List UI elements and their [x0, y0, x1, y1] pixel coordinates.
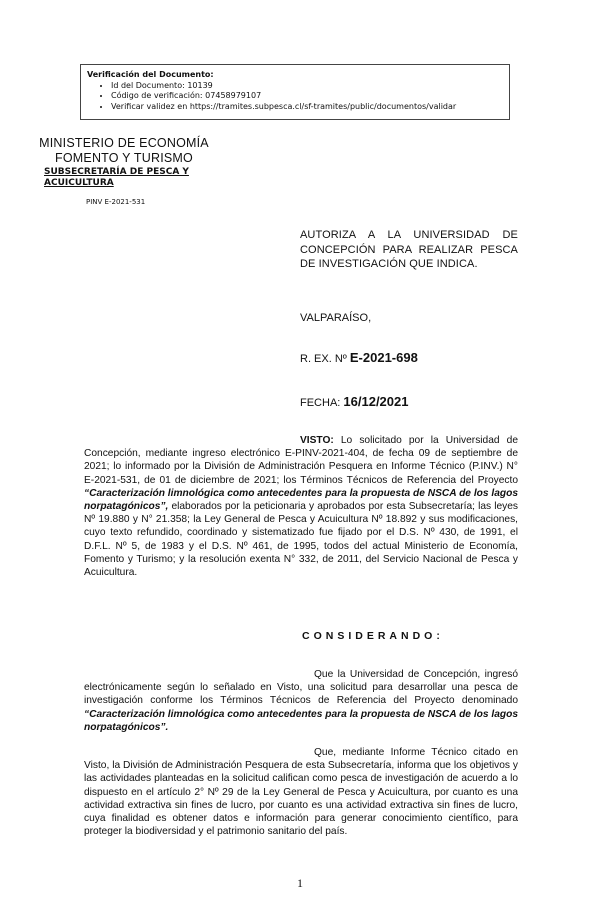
visto-text-a: Lo solicitado por la Universidad de Concepción, mediante ingreso electrónico E-PINV-2021-404, de fecha 09 de septiembre de 2021; lo informado por la División de Administración Pesquera en Informe Técnico (P.INV.) N° E-2021-531, de 01 de diciembre de 2021; los Términos Técnicos de Referencia del Proyecto	[84, 435, 518, 486]
rex-label: R. EX. Nº	[300, 353, 347, 365]
verification-box	[80, 64, 510, 120]
ministry-line1: MINISTERIO DE ECONOMÍA	[39, 136, 209, 150]
rex-number: E-2021-698	[349, 350, 418, 365]
subsecretaria-line1: SUBSECRETARÍA DE PESCA Y	[44, 167, 189, 177]
visto-paragraph	[84, 434, 518, 579]
considerando-paragraph-1	[84, 668, 518, 734]
pinv-reference: PINV E-2021-531	[86, 198, 146, 206]
verification-id: • Id del Documento: 10139	[111, 81, 503, 92]
considerando-heading: CONSIDERANDO:	[302, 630, 444, 642]
verification-link[interactable]: • Verificar validez en https://tramites.subpesca.cl/sf-tramites/public/documentos/validar	[111, 102, 503, 113]
fecha-label: FECHA:	[300, 397, 341, 409]
resolution-date	[300, 394, 408, 409]
visto-text-b: elaborados por la peticionaria y aprobados por esta Subsecretaría; las leyes Nº 19.880 y N° 21.358; la Ley General de Pesca y Acuicultura Nº 18.892 y sus modificaciones, cuyo texto refundido, coordinado y sistematizado fue fijado por el D.S. Nº 430, de 1991, el D.F.L. Nº 5, de 1983 y el D.S. Nº 461, de 1995, todos del actual Ministerio de Economía, Fomento y Turismo; y la resolución exenta N° 332, de 2011, del Servicio Nacional de Pesca y Acuicultura.	[84, 501, 518, 579]
resolution-number	[300, 350, 418, 365]
p1-project-title: “Caracterización limnológica como antecedentes para la propuesta de NSCA de los lagos norpatagónicos”.	[84, 708, 518, 733]
verification-list	[87, 81, 503, 113]
considerando-paragraph-2: Que, mediante Informe Técnico citado en Visto, la División de Administración Pesquera de esta Subsecretaría, informa que los objetivos y las actividades planteadas en la solicitud califican como pesca de investigación de acuerdo a lo dispuesto en el artículo 2° Nº 29 de la Ley General de Pesca y Acuicultura, por cuanto es una actividad extractiva sin fines de lucro, por cuanto es una actividad extractiva sin fines de lucro, cuya finalidad es obtener datos e información para generar conocimiento científico, para proteger la biodiversidad y el patrimonio sanitario del país.	[84, 747, 518, 838]
ministry-line2: FOMENTO Y TURISMO	[55, 151, 193, 165]
verification-title: Verificación del Documento:	[87, 70, 214, 79]
fecha-value: 16/12/2021	[343, 394, 409, 409]
subsecretaria-name	[44, 167, 214, 189]
subsecretaria-line2: ACUICULTURA	[44, 178, 114, 188]
visto-project-title: “Caracterización limnológica como antecedentes para la propuesta de NSCA de los lagos norpatagónicos”,	[84, 487, 518, 513]
resolution-title: AUTORIZA A LA UNIVERSIDAD DE CONCEPCIÓN PARA REALIZAR PESCA DE INVESTIGACIÓN QUE INDICA.	[300, 229, 518, 270]
p1-text: Que la Universidad de Concepción, ingresó electrónicamente según lo señalado en Visto, una solicitud para desarrollar una pesca de investigación conforme los Términos Técnicos de Referencia del Proyecto denominado	[84, 669, 518, 707]
page-number: 1	[297, 876, 303, 890]
place: VALPARAÍSO,	[300, 312, 372, 324]
verification-code: • Código de verificación: 07458979107	[111, 91, 503, 102]
visto-label: VISTO:	[300, 435, 334, 446]
ministry-name	[34, 136, 214, 166]
